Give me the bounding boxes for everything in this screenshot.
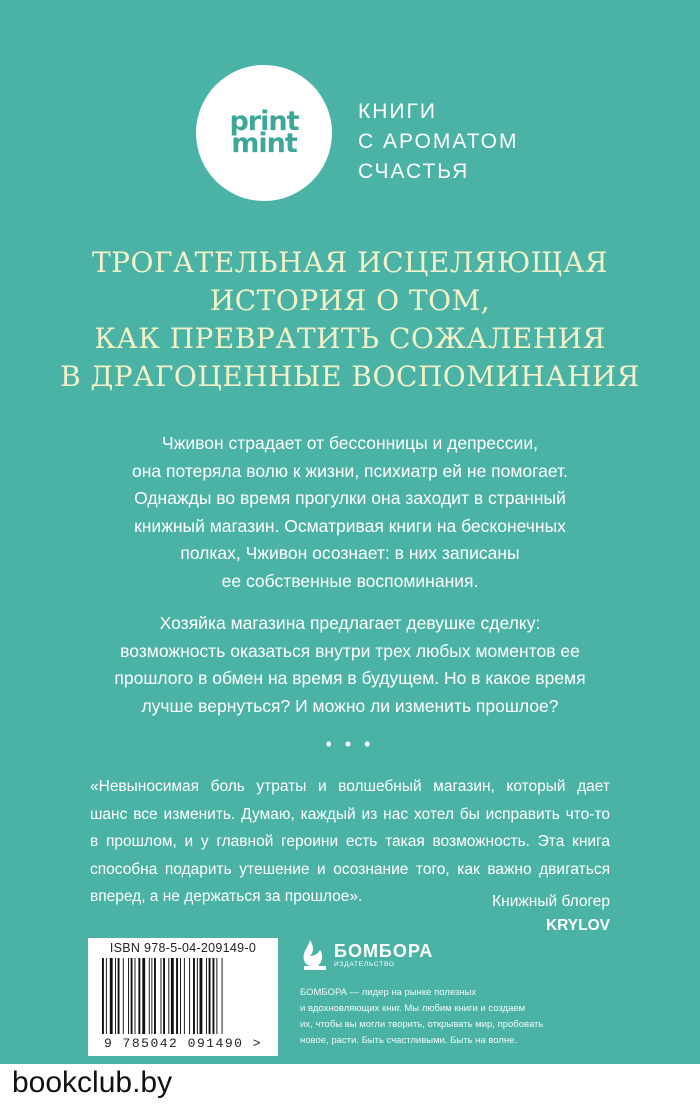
headline-line: ИСТОРИЯ О ТОМ, [209,284,491,317]
text-line: прошлого в обмен на время в будущем. Но в какое время [114,668,586,688]
headline-line: ТРОГАТЕЛЬНАЯ ИСЦЕЛЯЮЩАЯ [91,246,609,279]
barcode-bar [216,958,217,1034]
publisher-text-line: БОМБОРА — лидер на рынке полезных [300,987,477,998]
text-line: ее собственные воспоминания. [221,570,479,591]
barcode-bar [197,958,198,1034]
barcode-bar [176,958,178,1034]
barcode-bar [184,958,185,1034]
barcode-bar [193,958,195,1034]
text-line: Однажды во время прогулки она заходит в странный [134,488,566,508]
text-line: лучше вернуться? И можно ли изменить прошлое? [141,695,559,716]
description-paragraph-1 [0,430,700,595]
headline-line: КАК ПРЕВРАТИТЬ СОЖАЛЕНИЯ [94,322,606,355]
quote-line: в прошлом, и у главной героини есть такая возможность. Эта книга [90,833,610,850]
isbn-barcode [88,938,278,1056]
barcode-bar [118,958,120,1034]
text-line: полках, Чживон осознает: в них записаны [180,543,520,563]
separator-dots: • • • [325,734,375,754]
quote-line: способна подарить утешение и осознание того, как важно двигаться [90,860,610,878]
quote-attribution [492,890,610,938]
barcode-bar [222,958,223,1034]
publisher-text-line: новое, расти. Быть счастливыми. Быть на волне. [300,1035,518,1046]
logo-line-2: mint [231,128,297,159]
barcode-bar [138,958,140,1034]
watermark-text: bookclub.by [12,1066,173,1099]
blogger-role: Книжный блогер [492,893,610,910]
text-line: возможность оказаться внутри трех любых моментов ее [120,640,580,661]
blogger-name: KRYLOV [545,917,610,934]
barcode-digits: 9 785042 091490 > [103,1036,263,1051]
barcode-bar [163,958,165,1034]
barcode-bar [149,958,150,1034]
barcode-bar [115,958,116,1034]
print-mint-logo [196,65,332,201]
barcode-bar [180,958,181,1034]
slogan-line: СЧАСТЬЯ [358,160,470,183]
barcode-bar [213,958,215,1034]
barcode-bar [102,958,104,1034]
barcode-bar [168,958,169,1034]
barcode-bar [142,958,145,1034]
publisher-text-line: и вдохновляющих книг. Мы любим книги и создаем [300,1003,526,1014]
barcode-bar [135,958,136,1034]
barcode-bar [161,958,162,1034]
barcode-bar [151,958,152,1034]
publisher-description [300,985,610,1049]
watermark-bar [0,1064,700,1110]
barcode-bar [206,958,207,1034]
barcode-bar [154,958,156,1034]
text-line: Чживон страдает от бессонницы и депрессии, [162,433,538,453]
barcode-bar [131,958,133,1034]
barcode-bar [200,958,203,1034]
slogan-line: С АРОМАТОМ [358,130,519,153]
quote-line: шанс все изменить. Думаю, каждый из нас хотел бы исправить что-то [90,805,610,823]
description-paragraph-2 [0,610,700,720]
headline [0,244,700,396]
bombora-wave-icon [300,936,330,972]
slogan [358,97,518,187]
barcode-bar [171,958,174,1034]
publisher-subtitle: ИЗДАТЕЛЬСТВО [334,961,395,968]
text-line: она потеряла волю к жизни, психиатр ей не помогает. [132,460,568,481]
barcode-bar [128,958,129,1034]
barcode-bar [123,958,124,1034]
barcode-bar [110,958,113,1034]
isbn-label: ISBN 978-5-04-209149-0 [109,941,257,955]
quote-line: «Невыносимая боль утраты и волшебный магазин, который дает [90,778,610,795]
text-line: книжный магазин. Осматривая книги на бесконечных [134,515,566,536]
barcode-bar [106,958,107,1034]
publisher-text-line: их, чтобы вы могли творить, открывать мир, пробовать [300,1019,544,1030]
barcode-bar [209,958,211,1034]
logo-line-1: print [229,106,299,137]
publisher-name: БОМБОРА [334,941,434,961]
barcode-bar [189,958,190,1034]
barcode-bars [102,958,264,1034]
headline-line: В ДРАГОЦЕННЫЕ ВОСПОМИНАНИЯ [60,360,640,393]
text-line: Хозяйка магазина предлагает девушке сделку: [159,613,541,633]
slogan-line: КНИГИ [358,100,437,123]
quote-line: вперед, а не держаться за прошлое». [90,888,363,905]
